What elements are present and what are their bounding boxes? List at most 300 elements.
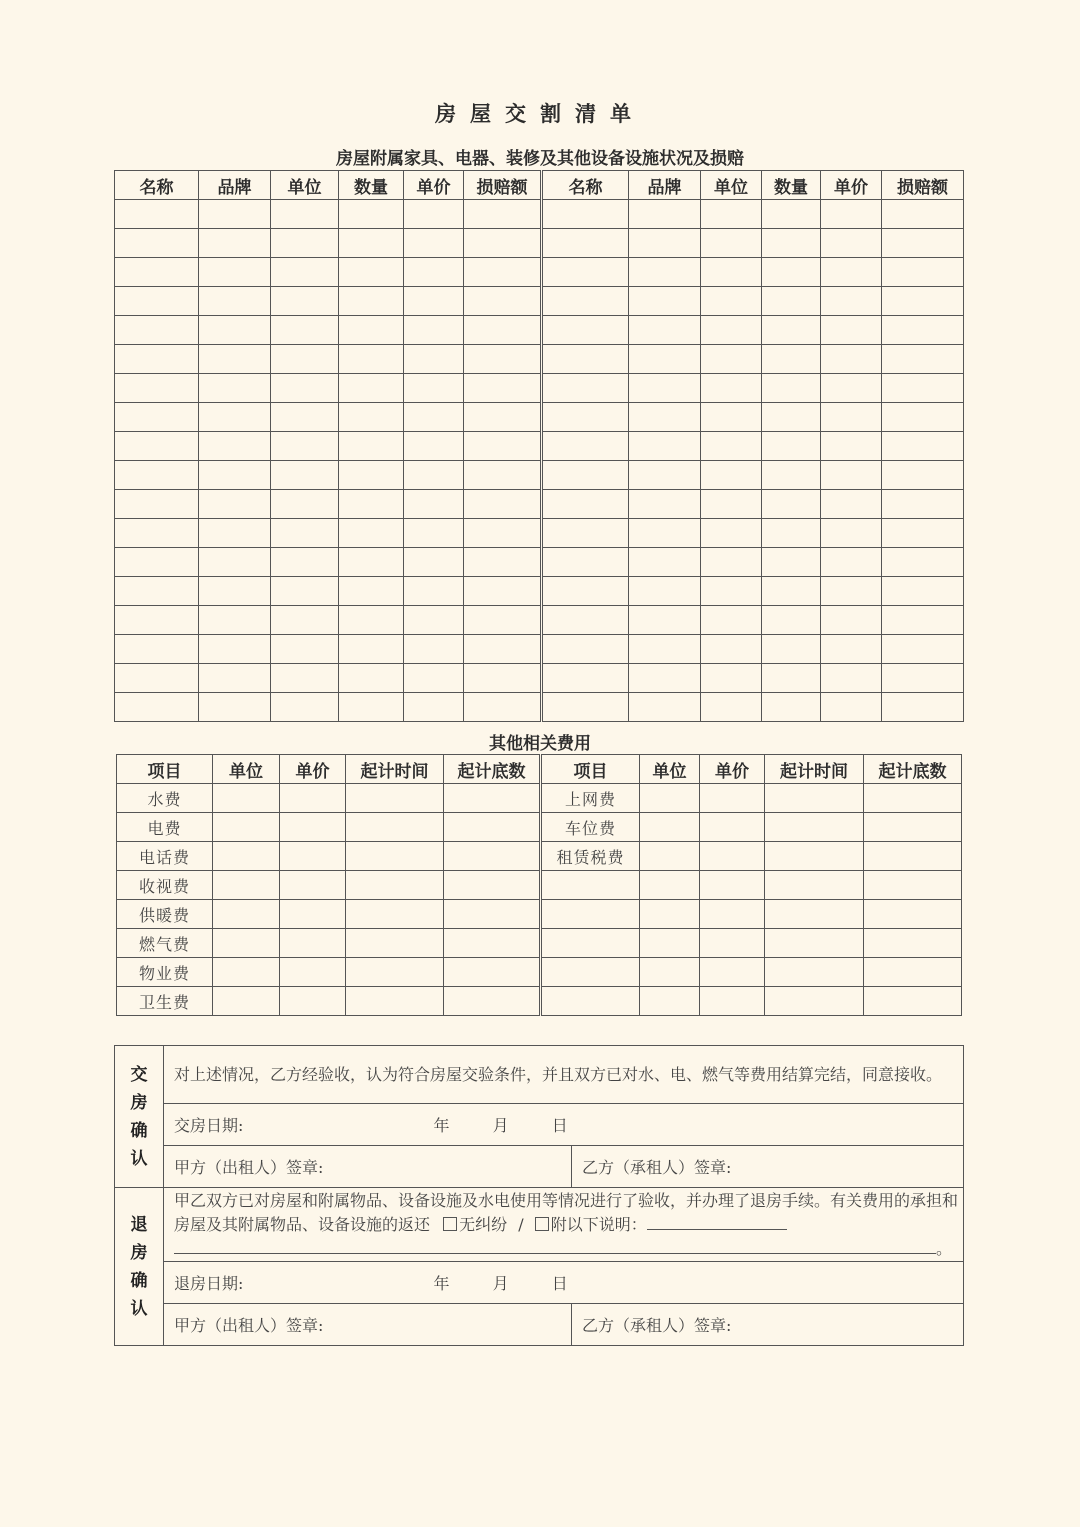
table-cell[interactable] (700, 842, 765, 871)
table-cell[interactable] (821, 374, 882, 403)
table-cell[interactable] (339, 548, 404, 577)
table-cell[interactable] (271, 664, 339, 693)
table-cell[interactable] (701, 229, 762, 258)
table-cell[interactable] (629, 432, 701, 461)
table-cell[interactable] (339, 200, 404, 229)
table-cell[interactable] (882, 316, 964, 345)
table-cell[interactable] (199, 287, 271, 316)
table-cell[interactable] (115, 490, 199, 519)
table-cell[interactable] (213, 958, 280, 987)
table-cell[interactable] (199, 258, 271, 287)
table-cell[interactable] (882, 200, 964, 229)
table-cell[interactable] (629, 635, 701, 664)
table-cell[interactable] (199, 345, 271, 374)
table-cell[interactable] (640, 987, 700, 1016)
table-cell[interactable] (701, 345, 762, 374)
table-cell[interactable] (199, 577, 271, 606)
table-cell[interactable] (542, 606, 629, 635)
table-cell[interactable] (444, 929, 541, 958)
table-cell[interactable] (339, 519, 404, 548)
table-cell[interactable] (701, 432, 762, 461)
table-cell[interactable] (542, 461, 629, 490)
table-cell[interactable] (346, 929, 444, 958)
table-cell[interactable] (464, 200, 542, 229)
table-cell[interactable] (271, 606, 339, 635)
table-cell[interactable] (701, 403, 762, 432)
table-cell[interactable] (404, 490, 464, 519)
table-row (115, 693, 964, 722)
table-cell[interactable] (701, 519, 762, 548)
table-cell[interactable] (339, 664, 404, 693)
table-cell[interactable] (542, 403, 629, 432)
table-cell[interactable] (882, 432, 964, 461)
table-cell[interactable] (404, 693, 464, 722)
table-cell[interactable] (882, 258, 964, 287)
table-cell[interactable] (864, 958, 962, 987)
table-cell[interactable] (629, 519, 701, 548)
table-cell[interactable] (882, 548, 964, 577)
table-cell[interactable] (271, 519, 339, 548)
table-cell[interactable] (464, 635, 542, 664)
table-cell[interactable] (213, 784, 280, 813)
table-cell[interactable] (464, 548, 542, 577)
table-cell[interactable] (542, 374, 629, 403)
table-cell[interactable] (629, 316, 701, 345)
table-cell[interactable] (762, 316, 821, 345)
table-cell[interactable] (629, 693, 701, 722)
table-cell[interactable] (464, 606, 542, 635)
table-cell[interactable] (700, 987, 765, 1016)
table-cell[interactable] (765, 958, 864, 987)
table-cell[interactable] (864, 784, 962, 813)
table-cell[interactable] (280, 842, 346, 871)
table-cell[interactable] (464, 432, 542, 461)
table-cell[interactable] (213, 813, 280, 842)
table-cell[interactable] (864, 813, 962, 842)
table-cell[interactable] (271, 461, 339, 490)
table-cell[interactable] (765, 929, 864, 958)
table-cell[interactable] (762, 693, 821, 722)
table-cell[interactable] (700, 958, 765, 987)
table-cell[interactable] (701, 577, 762, 606)
table-cell[interactable] (280, 813, 346, 842)
fee-item-right: 车位费 (541, 813, 640, 842)
table-cell[interactable] (701, 258, 762, 287)
table-cell[interactable] (115, 287, 199, 316)
table-cell[interactable] (444, 958, 541, 987)
table-cell[interactable] (821, 577, 882, 606)
table-cell[interactable] (864, 842, 962, 871)
table-cell[interactable] (199, 200, 271, 229)
table-cell[interactable] (701, 316, 762, 345)
table-cell[interactable] (339, 577, 404, 606)
table-cell[interactable] (346, 842, 444, 871)
col-header: 起计底数 (444, 755, 541, 784)
handover-party-b-sign[interactable]: 乙方（承租人）签章: (572, 1146, 964, 1188)
table-cell[interactable] (701, 490, 762, 519)
table-cell[interactable] (115, 519, 199, 548)
table-cell[interactable] (339, 461, 404, 490)
table-cell[interactable] (882, 519, 964, 548)
note-blank-line-2[interactable] (174, 1253, 936, 1254)
no-dispute-label: 无纠纷 (459, 1214, 508, 1234)
table-cell[interactable] (629, 606, 701, 635)
table-cell[interactable] (404, 345, 464, 374)
table-cell[interactable] (765, 784, 864, 813)
table-cell[interactable] (280, 784, 346, 813)
table-cell[interactable] (762, 635, 821, 664)
table-cell[interactable] (542, 200, 629, 229)
table-cell[interactable] (640, 958, 700, 987)
table-cell[interactable] (271, 432, 339, 461)
table-cell[interactable] (821, 287, 882, 316)
table-cell[interactable] (115, 635, 199, 664)
table-cell[interactable] (464, 258, 542, 287)
table-cell[interactable] (339, 287, 404, 316)
table-cell[interactable] (821, 490, 882, 519)
table-cell[interactable] (339, 403, 404, 432)
table-cell[interactable] (542, 577, 629, 606)
table-cell[interactable] (762, 548, 821, 577)
table-cell[interactable] (404, 258, 464, 287)
table-cell[interactable] (199, 693, 271, 722)
table-cell[interactable] (280, 958, 346, 987)
table-cell[interactable] (464, 229, 542, 258)
table-cell[interactable] (821, 606, 882, 635)
table-cell[interactable] (762, 200, 821, 229)
table-cell[interactable] (464, 316, 542, 345)
table-cell[interactable] (701, 374, 762, 403)
table-cell[interactable] (404, 200, 464, 229)
table-cell[interactable] (404, 316, 464, 345)
note-checkbox[interactable] (535, 1217, 549, 1231)
table-cell[interactable] (762, 606, 821, 635)
table-cell[interactable] (115, 229, 199, 258)
table-cell[interactable] (464, 374, 542, 403)
table-cell[interactable] (115, 693, 199, 722)
table-cell[interactable] (629, 490, 701, 519)
table-cell[interactable] (271, 287, 339, 316)
table-cell[interactable] (701, 635, 762, 664)
table-cell[interactable] (199, 432, 271, 461)
table-cell[interactable] (339, 606, 404, 635)
table-cell[interactable] (542, 635, 629, 664)
table-cell[interactable] (404, 432, 464, 461)
table-cell[interactable] (464, 461, 542, 490)
table-cell[interactable] (213, 871, 280, 900)
table-cell[interactable] (404, 229, 464, 258)
table-cell[interactable] (765, 813, 864, 842)
table-cell[interactable] (271, 316, 339, 345)
table-cell[interactable] (271, 403, 339, 432)
table-cell[interactable] (762, 287, 821, 316)
table-cell[interactable] (542, 664, 629, 693)
table-cell[interactable] (404, 664, 464, 693)
table-cell[interactable] (882, 461, 964, 490)
table-cell[interactable] (339, 693, 404, 722)
table-cell[interactable] (629, 287, 701, 316)
table-cell[interactable] (762, 490, 821, 519)
table-cell[interactable] (464, 403, 542, 432)
table-cell[interactable] (701, 548, 762, 577)
table-cell[interactable] (629, 577, 701, 606)
table-cell[interactable] (882, 577, 964, 606)
table-cell[interactable] (765, 900, 864, 929)
furniture-header-row (115, 171, 964, 200)
table-cell[interactable] (701, 693, 762, 722)
note-blank-line[interactable] (647, 1229, 787, 1230)
table-cell[interactable] (700, 813, 765, 842)
table-cell[interactable] (629, 374, 701, 403)
table-cell[interactable] (115, 345, 199, 374)
table-cell[interactable] (464, 664, 542, 693)
table-cell[interactable] (271, 229, 339, 258)
no-dispute-checkbox[interactable] (443, 1217, 457, 1231)
table-cell[interactable] (346, 813, 444, 842)
handover-party-a-sign[interactable]: 甲方（出租人）签章: (164, 1146, 572, 1188)
table-cell[interactable] (404, 374, 464, 403)
table-cell[interactable] (701, 606, 762, 635)
table-cell[interactable] (339, 258, 404, 287)
table-cell[interactable] (339, 316, 404, 345)
table-cell[interactable] (346, 871, 444, 900)
table-cell[interactable] (701, 664, 762, 693)
table-cell[interactable] (404, 548, 464, 577)
table-cell[interactable] (271, 577, 339, 606)
table-cell[interactable] (821, 316, 882, 345)
table-cell[interactable] (542, 287, 629, 316)
table-cell[interactable] (464, 287, 542, 316)
table-cell[interactable] (700, 900, 765, 929)
table-cell[interactable] (464, 577, 542, 606)
table-cell[interactable] (115, 258, 199, 287)
table-cell[interactable] (542, 432, 629, 461)
table-cell[interactable] (271, 258, 339, 287)
table-cell[interactable] (882, 374, 964, 403)
furniture-table (114, 170, 964, 722)
table-cell[interactable] (115, 548, 199, 577)
table-cell[interactable] (882, 664, 964, 693)
table-cell[interactable] (339, 345, 404, 374)
table-cell[interactable] (762, 519, 821, 548)
table-cell[interactable] (640, 871, 700, 900)
table-cell[interactable] (762, 403, 821, 432)
table-cell[interactable] (701, 461, 762, 490)
table-cell[interactable] (404, 403, 464, 432)
table-cell[interactable] (271, 548, 339, 577)
table-cell[interactable] (542, 548, 629, 577)
table-row (117, 929, 962, 958)
table-cell[interactable] (280, 900, 346, 929)
table-cell[interactable] (346, 900, 444, 929)
table-cell[interactable] (821, 664, 882, 693)
table-cell[interactable] (271, 200, 339, 229)
table-cell[interactable] (629, 548, 701, 577)
table-cell[interactable] (444, 784, 541, 813)
fee-item-left: 电话费 (117, 842, 213, 871)
table-cell[interactable] (199, 461, 271, 490)
table-cell[interactable] (404, 461, 464, 490)
table-cell[interactable] (542, 490, 629, 519)
table-cell[interactable] (464, 345, 542, 374)
table-cell[interactable] (339, 635, 404, 664)
table-cell[interactable] (882, 606, 964, 635)
table-cell[interactable] (629, 403, 701, 432)
table-cell[interactable] (882, 345, 964, 374)
table-cell[interactable] (821, 635, 882, 664)
table-cell[interactable] (821, 519, 882, 548)
table-cell[interactable] (115, 577, 199, 606)
table-cell[interactable] (762, 374, 821, 403)
table-cell[interactable] (882, 229, 964, 258)
table-cell[interactable] (199, 664, 271, 693)
table-cell[interactable] (864, 929, 962, 958)
table-cell[interactable] (346, 958, 444, 987)
table-cell[interactable] (821, 461, 882, 490)
table-cell[interactable] (882, 403, 964, 432)
table-cell[interactable] (213, 987, 280, 1016)
table-cell[interactable] (444, 987, 541, 1016)
table-cell[interactable] (271, 490, 339, 519)
table-cell[interactable] (864, 900, 962, 929)
table-cell[interactable] (199, 606, 271, 635)
table-cell[interactable] (821, 432, 882, 461)
table-cell[interactable] (882, 490, 964, 519)
table-cell[interactable] (762, 432, 821, 461)
table-cell[interactable] (629, 664, 701, 693)
table-cell[interactable] (821, 258, 882, 287)
table-cell[interactable] (271, 693, 339, 722)
table-cell[interactable] (864, 987, 962, 1016)
table-cell[interactable] (199, 635, 271, 664)
table-cell[interactable] (542, 229, 629, 258)
table-cell[interactable] (542, 519, 629, 548)
table-cell[interactable] (629, 229, 701, 258)
table-cell[interactable] (404, 606, 464, 635)
handover-statement: 对上述情况，乙方经验收，认为符合房屋交验条件，并且双方已对水、电、燃气等费用结算完结，同意接收。 (164, 1046, 964, 1104)
table-cell[interactable] (213, 929, 280, 958)
table-cell[interactable] (762, 577, 821, 606)
table-cell[interactable] (701, 200, 762, 229)
table-cell[interactable] (404, 519, 464, 548)
table-cell[interactable] (821, 403, 882, 432)
table-cell[interactable] (762, 664, 821, 693)
table-cell[interactable] (464, 490, 542, 519)
table-cell[interactable] (821, 693, 882, 722)
table-cell[interactable] (700, 784, 765, 813)
return-party-b-sign[interactable]: 乙方（承租人）签章: (572, 1304, 964, 1346)
table-cell[interactable] (464, 519, 542, 548)
table-cell[interactable] (444, 900, 541, 929)
table-cell[interactable] (271, 374, 339, 403)
table-cell[interactable] (542, 316, 629, 345)
table-cell[interactable] (821, 229, 882, 258)
fee-item-left: 物业费 (117, 958, 213, 987)
table-cell[interactable] (882, 287, 964, 316)
table-cell[interactable] (115, 403, 199, 432)
table-cell[interactable] (346, 784, 444, 813)
table-cell[interactable] (629, 461, 701, 490)
table-cell[interactable] (542, 693, 629, 722)
table-cell[interactable] (700, 929, 765, 958)
table-cell[interactable] (199, 490, 271, 519)
table-cell[interactable] (271, 345, 339, 374)
table-cell[interactable] (762, 461, 821, 490)
table-cell[interactable] (882, 635, 964, 664)
return-party-a-sign[interactable]: 甲方（出租人）签章: (164, 1304, 572, 1346)
table-cell[interactable] (115, 664, 199, 693)
table-cell[interactable] (765, 987, 864, 1016)
table-cell[interactable] (404, 635, 464, 664)
table-cell[interactable] (339, 229, 404, 258)
table-cell[interactable] (115, 461, 199, 490)
table-cell[interactable] (339, 374, 404, 403)
table-cell[interactable] (271, 635, 339, 664)
col-header: 起计底数 (864, 755, 962, 784)
table-cell[interactable] (444, 813, 541, 842)
table-cell[interactable] (115, 606, 199, 635)
table-cell[interactable] (115, 200, 199, 229)
table-cell[interactable] (821, 548, 882, 577)
table-cell[interactable] (115, 316, 199, 345)
table-cell[interactable] (404, 577, 464, 606)
table-cell[interactable] (115, 374, 199, 403)
table-cell[interactable] (199, 548, 271, 577)
table-cell[interactable] (640, 813, 700, 842)
table-cell[interactable] (629, 258, 701, 287)
table-cell[interactable] (199, 403, 271, 432)
table-cell[interactable] (199, 229, 271, 258)
table-cell[interactable] (640, 900, 700, 929)
table-cell[interactable] (404, 287, 464, 316)
table-cell[interactable] (821, 200, 882, 229)
table-cell[interactable] (542, 345, 629, 374)
table-cell[interactable] (765, 842, 864, 871)
table-cell[interactable] (762, 345, 821, 374)
table-cell[interactable] (444, 842, 541, 871)
table-cell[interactable] (339, 432, 404, 461)
table-cell[interactable] (882, 693, 964, 722)
table-cell[interactable] (864, 871, 962, 900)
table-cell[interactable] (821, 345, 882, 374)
table-cell[interactable] (115, 432, 199, 461)
table-cell[interactable] (280, 987, 346, 1016)
table-cell[interactable] (213, 842, 280, 871)
table-cell[interactable] (640, 784, 700, 813)
table-row (117, 871, 962, 900)
table-cell[interactable] (762, 229, 821, 258)
table-cell[interactable] (339, 490, 404, 519)
table-cell[interactable] (640, 929, 700, 958)
table-cell[interactable] (213, 900, 280, 929)
table-cell[interactable] (346, 987, 444, 1016)
table-cell[interactable] (280, 871, 346, 900)
table-cell[interactable] (199, 519, 271, 548)
table-cell[interactable] (629, 200, 701, 229)
table-cell[interactable] (701, 287, 762, 316)
table-cell[interactable] (700, 871, 765, 900)
table-cell[interactable] (464, 693, 542, 722)
table-cell[interactable] (640, 842, 700, 871)
table-cell[interactable] (199, 374, 271, 403)
table-cell[interactable] (199, 316, 271, 345)
table-cell[interactable] (444, 871, 541, 900)
table-cell[interactable] (629, 345, 701, 374)
table-cell[interactable] (542, 258, 629, 287)
table-cell[interactable] (762, 258, 821, 287)
table-cell[interactable] (280, 929, 346, 958)
table-cell[interactable] (765, 871, 864, 900)
